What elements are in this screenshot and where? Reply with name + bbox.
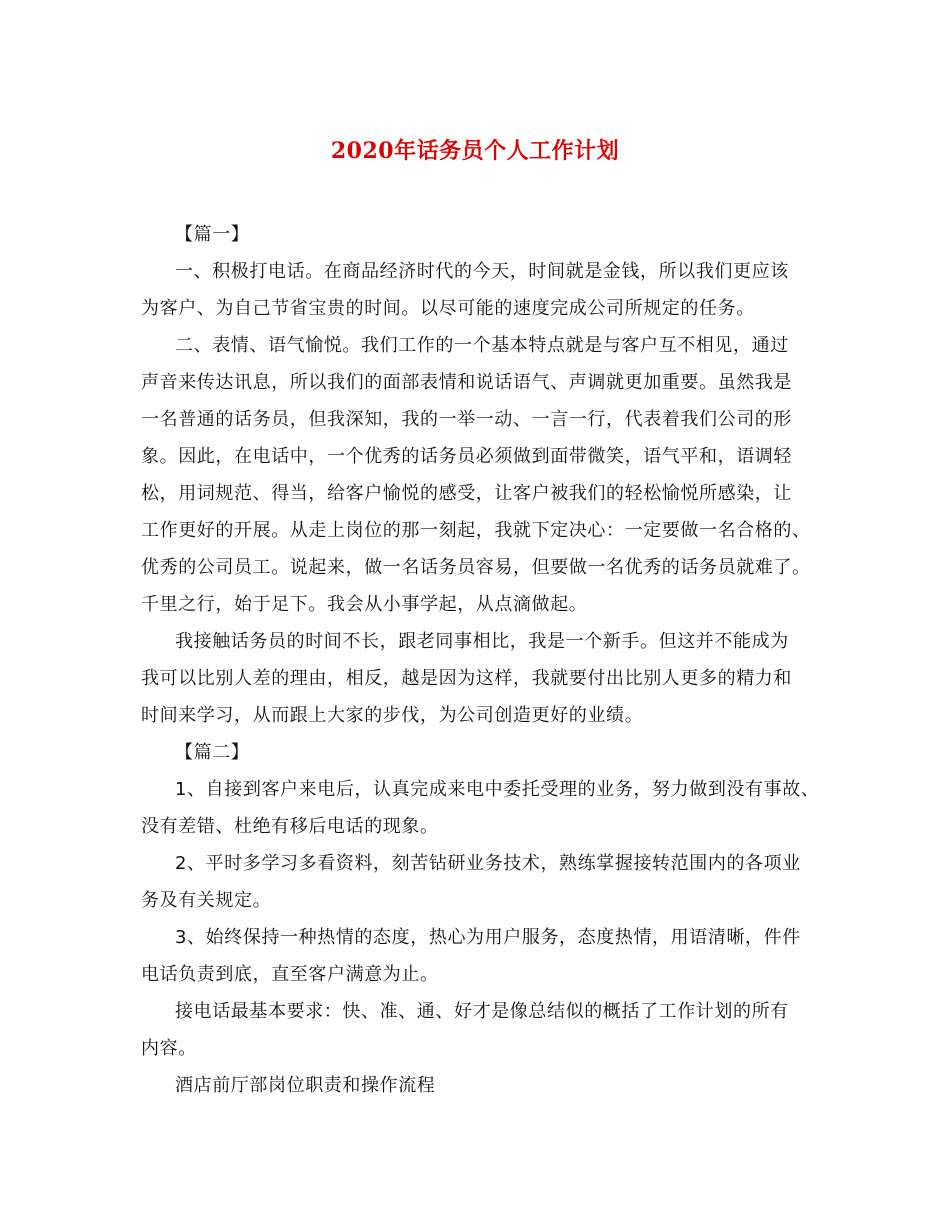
paragraph-line: 为客户、为自己节省宝贵的时间。以尽可能的速度完成公司所规定的任务。 (141, 298, 755, 319)
paragraph-line: 3、始终保持一种热情的态度，热心为用户服务，态度热情，用语清晰，件件 (175, 927, 801, 948)
document-title: 2020年话务员个人工作计划 (330, 138, 620, 164)
paragraph-line: 2、平时多学习多看资料，刻苦钻研业务技术，熟练掌握接转范围内的各项业 (175, 853, 801, 874)
paragraph-line: 酒店前厅部岗位职责和操作流程 (175, 1075, 436, 1096)
paragraph-line: 优秀的公司员工。说起来，做一名话务员容易，但要做一名优秀的话务员就难了。 (141, 557, 811, 578)
paragraph-line: 务及有关规定。 (141, 890, 272, 911)
paragraph-line: 我可以比别人差的理由，相反，越是因为这样，我就要付出比别人更多的精力和 (141, 668, 792, 689)
paragraph-line: 没有差错、杜绝有移后电话的现象。 (141, 816, 439, 837)
paragraph-line: 接电话最基本要求：快、准、通、好才是像总结似的概括了工作计划的所有 (175, 1001, 789, 1022)
paragraph-line: 二、表情、语气愉悦。我们工作的一个基本特点就是与客户互不相见，通过 (175, 335, 789, 356)
paragraph-line: 一、积极打电话。在商品经济时代的今天，时间就是金钱，所以我们更应该 (175, 261, 789, 282)
paragraph-line: 1、自接到客户来电后，认真完成来电中委托受理的业务，努力做到没有事故、 (175, 779, 820, 800)
paragraph-line: 工作更好的开展。从走上岗位的那一刻起，我就下定决心：一定要做一名合格的、 (141, 520, 811, 541)
paragraph-line: 千里之行，始于足下。我会从小事学起，从点滴做起。 (141, 594, 588, 615)
section-heading-2: 【篇二】 (175, 742, 250, 763)
paragraph-line: 内容。 (141, 1038, 197, 1059)
paragraph-line: 我接触话务员的时间不长，跟老同事相比，我是一个新手。但这并不能成为 (175, 631, 789, 652)
paragraph-line: 时间来学习，从而跟上大家的步伐，为公司创造更好的业绩。 (141, 705, 644, 726)
paragraph-line: 松，用词规范、得当，给客户愉悦的感受，让客户被我们的轻松愉悦所感染，让 (141, 483, 792, 504)
paragraph-line: 一名普通的话务员，但我深知，我的一举一动、一言一行，代表着我们公司的形 (141, 409, 792, 430)
paragraph-line: 象。因此，在电话中，一个优秀的话务员必须做到面带微笑，语气平和，语调轻 (141, 446, 792, 467)
paragraph-line: 电话负责到底，直至客户满意为止。 (141, 964, 439, 985)
paragraph-line: 声音来传达讯息，所以我们的面部表情和说话语气、声调就更加重要。虽然我是 (141, 372, 792, 393)
section-heading-1: 【篇一】 (175, 224, 250, 245)
